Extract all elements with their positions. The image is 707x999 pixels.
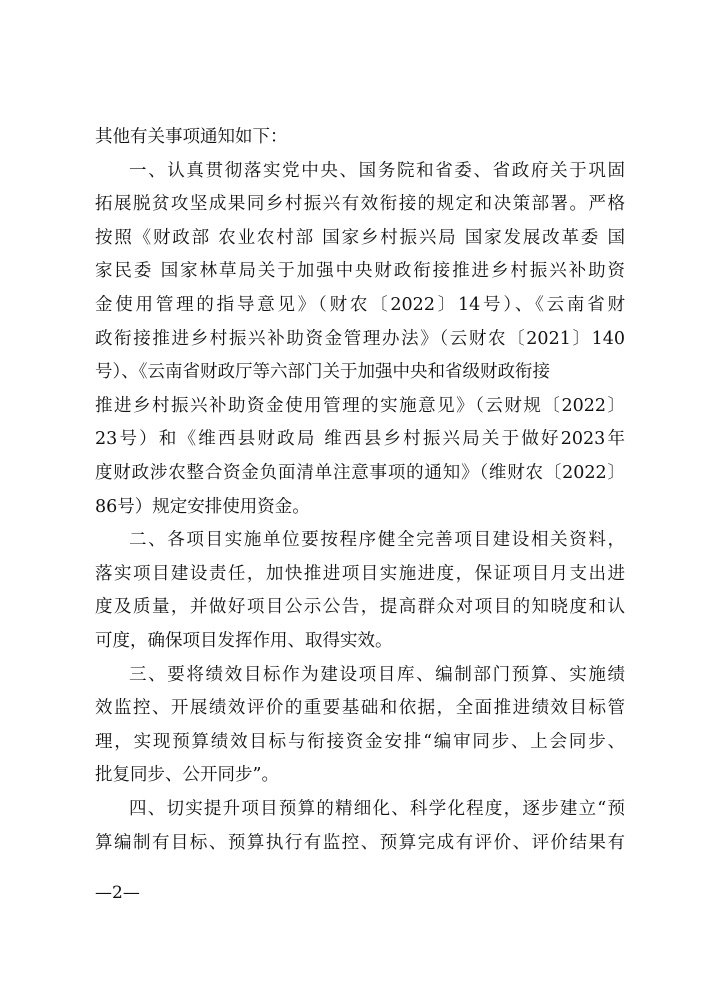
text-line: 度财政涉农整合资金负面清单注意事项的通知》（维财农〔2022〕	[95, 463, 625, 483]
page-number: —2—	[95, 883, 140, 903]
text-line: 落实项目建设责任，加快推进项目实施进度，保证项目月支出进	[95, 563, 625, 584]
text-line: 号）、《云南省财政厅等六部门关于加强中央和省级财政衔接	[95, 362, 550, 383]
text-line: 金使用管理的指导意见》（财农〔2022〕14号）、《云南省财	[95, 295, 625, 315]
text-line: 理，实现预算绩效目标与衔接资金安排“编审同步、上会同步、	[95, 731, 625, 752]
text-line: 23号）和《维西县财政局 维西县乡村振兴局关于做好2023年	[95, 429, 625, 450]
text-line: 算编制有目标、预算执行有监控、预算完成有评价、评价结果有	[95, 832, 625, 853]
text-line: 二、各项目实施单位要按程序健全完善项目建设相关资料，	[129, 530, 625, 551]
text-line: 四、切实提升项目预算的精细化、科学化程度，逐步建立“预	[129, 799, 625, 819]
text-line: 按照《财政部 农业农村部 国家乡村振兴局 国家发展改革委 国	[95, 227, 625, 248]
text-line: 86号）规定安排使用资金。	[95, 496, 310, 517]
text-line: 其他有关事项通知如下：	[95, 127, 288, 147]
text-line: 家民委 国家林草局关于加强中央财政衔接推进乡村振兴补助资	[95, 261, 625, 282]
text-line: 度及质量，并做好项目公示公告，提高群众对项目的知晓度和认	[95, 597, 625, 618]
text-line: 效监控、开展绩效评价的重要基础和依据，全面推进绩效目标管	[95, 698, 625, 719]
text-line: 政衔接推进乡村振兴补助资金管理办法》（云财农〔2021〕140	[95, 328, 625, 349]
text-line: 一、认真贯彻落实党中央、国务院和省委、省政府关于巩固	[129, 160, 625, 181]
text-line: 三、要将绩效目标作为建设项目库、编制部门预算、实施绩	[129, 664, 625, 685]
text-line: 批复同步、公开同步”。	[95, 765, 279, 786]
text-line: 推进乡村振兴补助资金使用管理的实施意见》（云财规〔2022〕	[95, 395, 625, 416]
text-line: 拓展脱贫攻坚成果同乡村振兴有效衔接的规定和决策部署。严格	[95, 194, 625, 215]
text-line: 可度，确保项目发挥作用、取得实效。	[95, 631, 393, 651]
